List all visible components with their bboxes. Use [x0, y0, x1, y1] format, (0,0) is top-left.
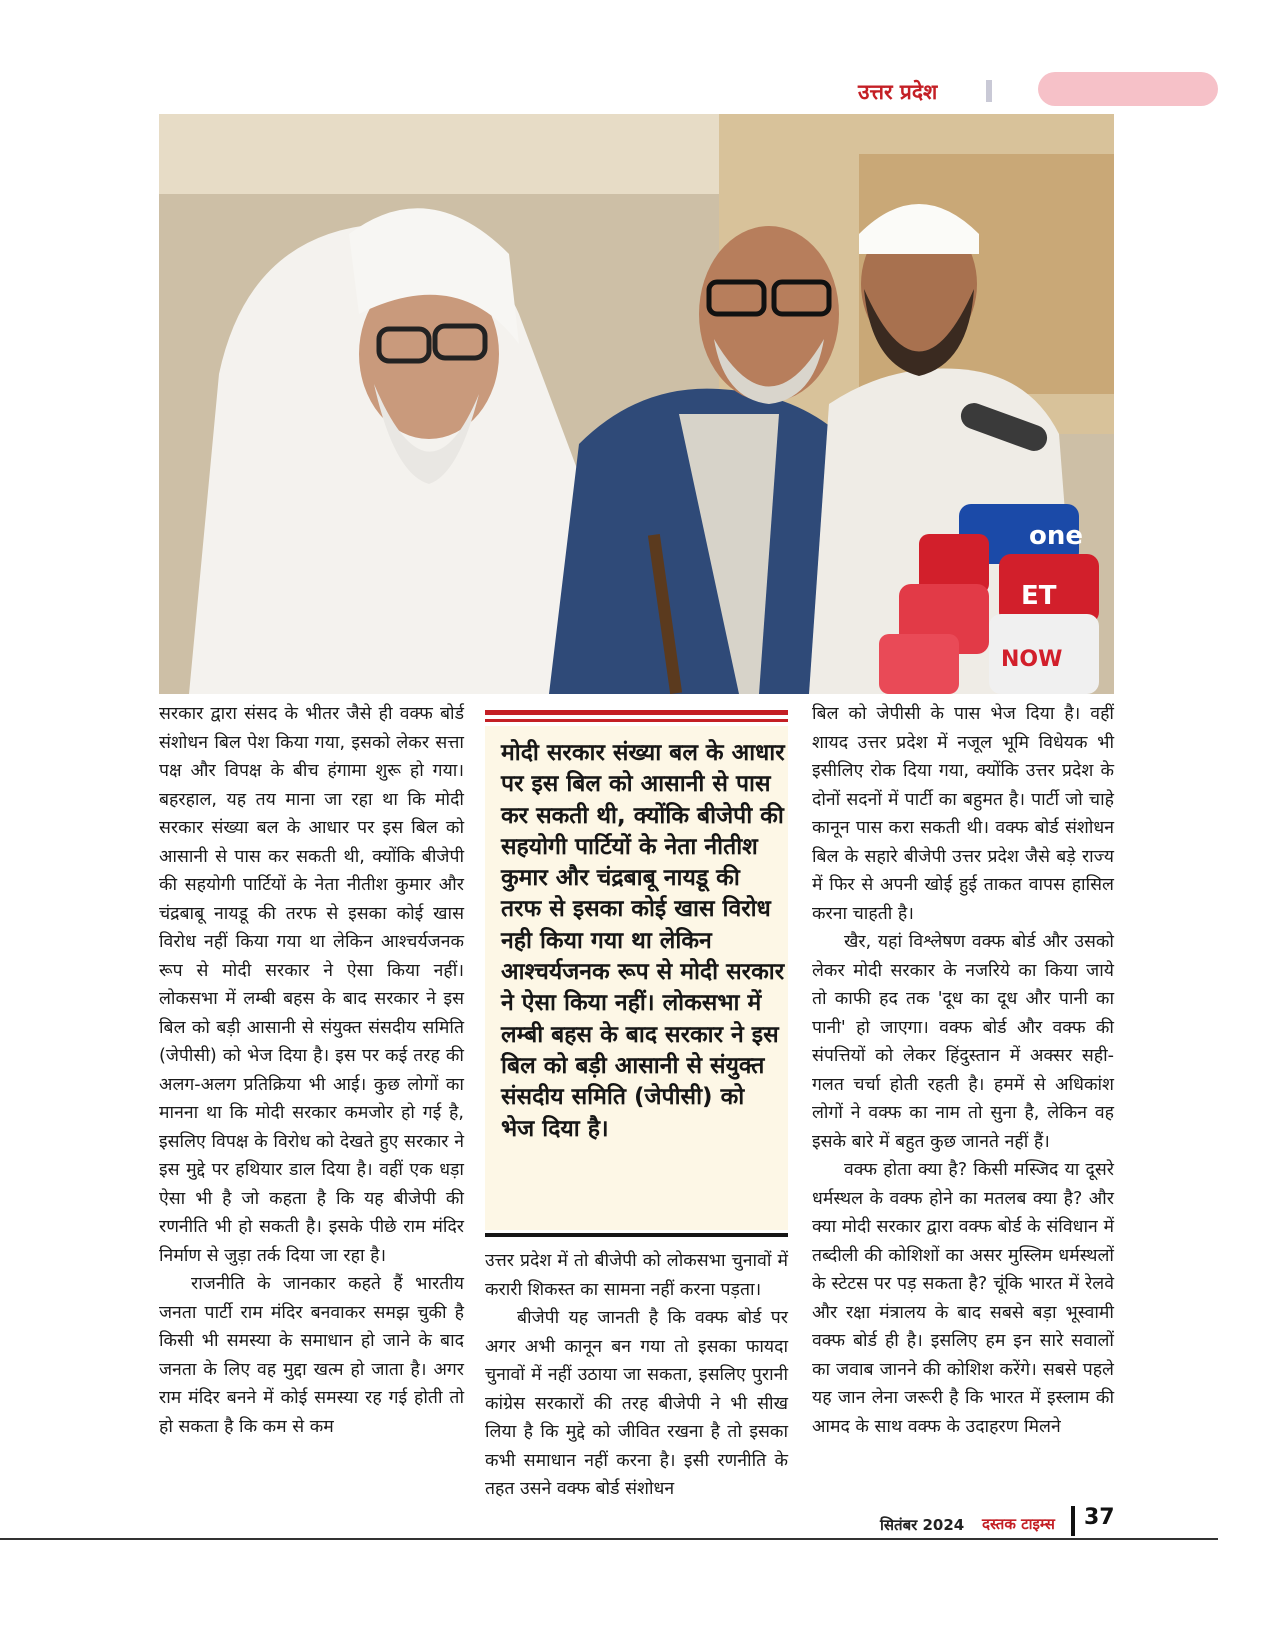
article-paragraph: वक्फ होता क्या है? किसी मस्जिद या दूसरे धर्मस्थल के वक्फ होने का मतलब क्या है? और क्या मोदी सरकार द्वारा वक्फ बोर्ड के संविधान में तब्दीली की कोशिशों का असर मुस्लिम धर्मस्थलों के स्टेटस पर पड़ सकता है? चूंकि भारत में रेलवे और रक्षा मंत्रालय के बाद सबसे बड़ा भूस्वामी वक्फ बोर्ड ही है। इसलिए हम इन सारे सवालों का जवाब जानने की कोशिश करेंगे। सबसे पहले यह जान लेना जरूरी है कि भारत में इस्लाम की आमद के साथ वक्फ के उदाहरण मिलने — [812, 1160, 1114, 1437]
article-paragraph: सरकार द्वारा संसद के भीतर जैसे ही वक्फ बोर्ड संशोधन बिल पेश किया गया, इसको लेकर सत्ता पक्ष और विपक्ष के बीच हंगामा शुरू हो गया। बहरहाल, यह तय माना जा रहा था कि मोदी सरकार संख्या बल के आधार पर इस बिल को आसानी से पास कर सकती थी, क्योंकि बीजेपी की सहयोगी पार्टियों के नेता नीतीश कुमार और चंद्रबाबू नायडू की तरफ से इसका कोई खास विरोध नहीं किया गया था लेकिन आश्चर्यजनक रूप से मोदी सरकार ने ऐसा किया नहीं। लोकसभा में लम्बी बहस के बाद सरकार ने इस बिल को बड़ी आसानी से संयुक्त संसदीय समिति (जेपीसी) को भेज दिया है। इस पर कई तरह की अलग-अलग प्रतिक्रिया भी आई। कुछ लोगों का मानना था कि मोदी सरकार कमजोर हो गई है, इसलिए विपक्ष के विरोध को देखते हुए सरकार ने इस मुद्दे पर हथियार डाल दिया है। वहीं एक धड़ा ऐसा भी है जो कहता है कि यह बीजेपी की रणनीति भी हो सकती है। इसके पीछे राम मंदिर निर्माण से जुड़ा तर्क दिया जा रहा है। — [159, 704, 464, 1266]
mic-label-now: NOW — [1001, 647, 1063, 672]
article-paragraph: राजनीति के जानकार कहते हैं भारतीय जनता पार्टी राम मंदिर बनवाकर समझ चुकी है किसी भी समस्या के समाधान हो जाने के बाद जनता के लिए वह मुद्दा खत्म हो जाता है। अगर राम मंदिर बनने में कोई समस्या रह गई होती तो हो सकता है कि कम से कम — [159, 1274, 464, 1437]
header-divider — [986, 80, 992, 102]
article-paragraph: उत्तर प्रदेश में तो बीजेपी को लोकसभा चुनावों में करारी शिकस्त का सामना नहीं करना पड़ता। — [485, 1251, 788, 1300]
publication-logo: दस्तक टाइम्स — [982, 1515, 1055, 1533]
mic-label-one: one — [1029, 521, 1084, 551]
page-number: 37 — [1084, 1505, 1115, 1530]
footer-rule — [0, 1538, 1218, 1540]
pull-quote-rule — [485, 719, 788, 722]
press-conference-photo — [159, 114, 1114, 694]
article-paragraph: खैर, यहां विश्लेषण वक्फ बोर्ड और उसको लेकर मोदी सरकार के नजरिये का किया जाये तो काफी हद तक 'दूध का दूध और पानी का पानी' हो जाएगा। वक्फ बोर्ड और वक्फ की संपत्तियों को लेकर हिंदुस्तान में अक्सर सही-गलत चर्चा होती रहती है। हममें से अधिकांश लोगों ने वक्फ का नाम तो सुना है, लेकिन वह इसके बारे में बहुत कुछ जानते नहीं हैं। — [812, 932, 1114, 1152]
pull-quote-text: मोदी सरकार संख्या बल के आधार पर इस बिल को आसानी से पास कर सकती थी, क्योंकि बीजेपी की सहयोगी पार्टियों के नेता नीतीश कुमार और चंद्रबाबू नायडू की तरफ से इसका कोई खास विरोध नही किया गया था लेकिन आश्चर्यजनक रूप से मोदी सरकार ने ऐसा किया नहीं। लोकसभा में लम्बी बहस के बाद सरकार ने इस बिल को बड़ी आसानी से संयुक्त संसदीय समिति (जेपीसी) को भेज दिया है। — [501, 740, 785, 1142]
mic-label-et: ET — [1021, 581, 1057, 611]
article-column-middle — [485, 1247, 788, 1504]
pull-quote-rule — [485, 1233, 788, 1237]
article-paragraph: बीजेपी यह जानती है कि वक्फ बोर्ड पर अगर अभी कानून बन गया तो इसका फायदा चुनावों में नहीं उठाया जा सकता, इसलिए पुरानी कांग्रेस सरकारों की तरह बीजेपी ने भी सीख लिया है कि मुद्दे को जीवित रखना है तो इसका कभी समाधान नहीं करना है। इसी रणनीति के तहत उसने वक्फ बोर्ड संशोधन — [485, 1308, 788, 1499]
header-decoration — [1038, 72, 1218, 106]
pull-quote-rule — [485, 710, 788, 715]
section-title: उत्तर प्रदेश — [858, 80, 938, 104]
pull-quote-box — [485, 726, 788, 1230]
footer-separator — [1071, 1506, 1075, 1536]
article-column-left — [159, 700, 464, 1441]
article-column-right — [812, 700, 1114, 1441]
article-paragraph: बिल को जेपीसी के पास भेज दिया है। वहीं शायद उत्तर प्रदेश में नजूल भूमि विधेयक भी इसीलिए रोक दिया गया, क्योंकि उत्तर प्रदेश के दोनों सदनों में पार्टी का बहुमत है। पार्टी जो चाहे कानून पास करा सकती थी। वक्फ बोर्ड संशोधन बिल के सहारे बीजेपी उत्तर प्रदेश जैसे बड़े राज्य में फिर से अपनी खोई हुई ताकत वापस हासिल करना चाहती है। — [812, 704, 1114, 924]
issue-date: सितंबर 2024 — [880, 1516, 965, 1534]
